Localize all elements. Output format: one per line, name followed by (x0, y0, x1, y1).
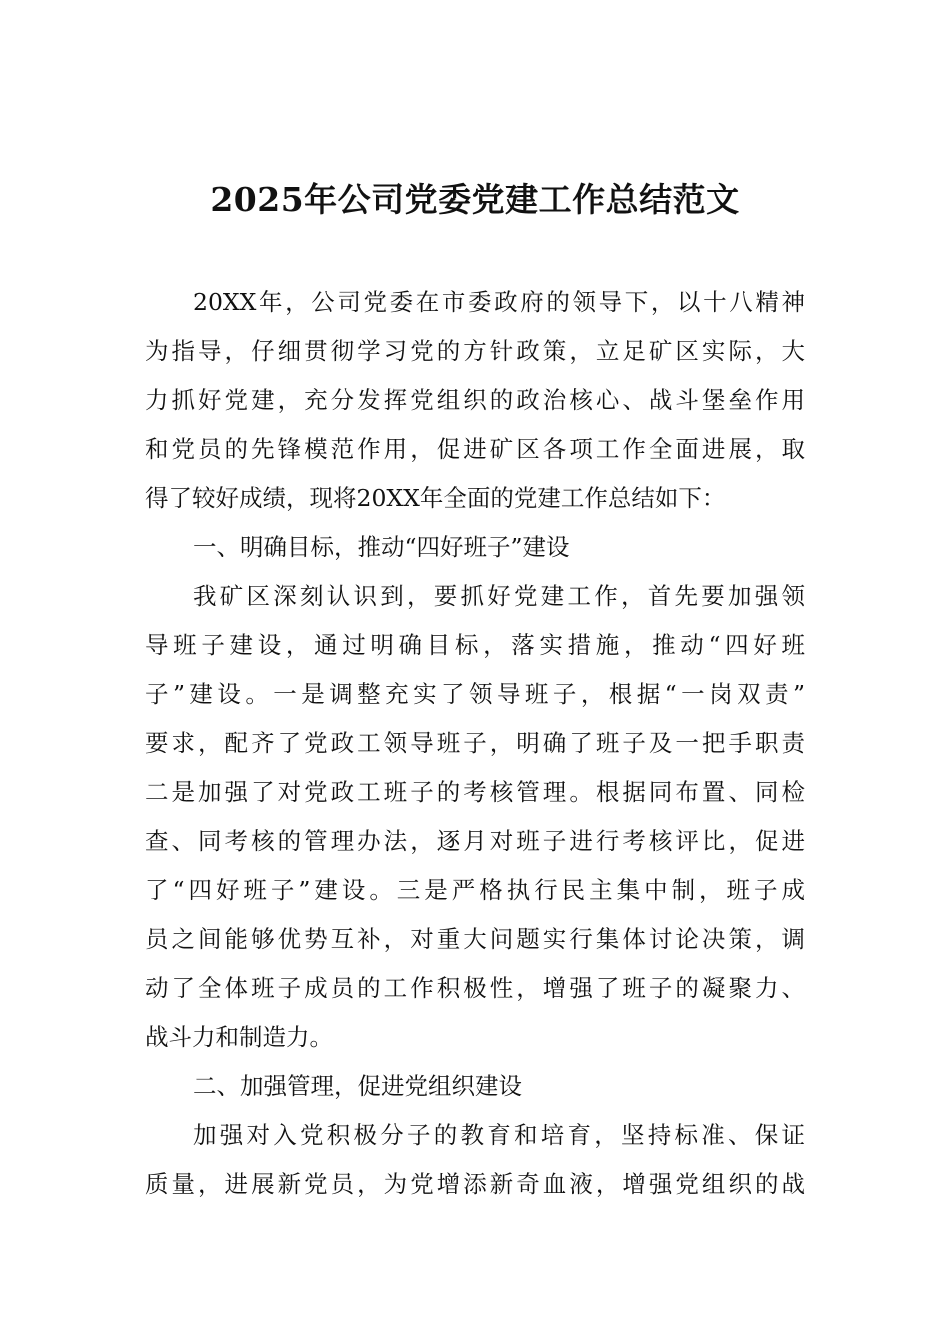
paragraph-line: 了“四好班子”建设。三是严格执行民主集中制，班子成 (145, 876, 805, 904)
paragraph-line: 为指导，仔细贯彻学习党的方针政策，立足矿区实际，大 (145, 337, 805, 365)
paragraph-line: 和党员的先锋模范作用，促进矿区各项工作全面进展，取 (145, 435, 805, 463)
paragraph-line: 要求，配齐了党政工领导班子，明确了班子及一把手职责 (145, 729, 805, 757)
paragraph-line: 力抓好党建，充分发挥党组织的政治核心、战斗堡垒作用 (145, 386, 805, 414)
document-title: 2025年公司党委党建工作总结范文 (210, 180, 740, 219)
section-heading: 一、明确目标，推动“四好班子”建设 (193, 533, 570, 561)
paragraph-line: 动了全体班子成员的工作积极性，增强了班子的凝聚力、 (145, 974, 805, 1002)
paragraph-line: 战斗力和制造力。 (145, 1023, 333, 1051)
paragraph-line: 20XX年，公司党委在市委政府的领导下，以十八精神 (193, 288, 805, 316)
paragraph-line: 子”建设。一是调整充实了领导班子，根据“一岗双责” (145, 680, 805, 708)
document-body (145, 278, 805, 1209)
paragraph-line: 员之间能够优势互补，对重大问题实行集体讨论决策，调 (145, 925, 805, 953)
paragraph-line: 加强对入党积极分子的教育和培育，坚持标准、保证 (193, 1121, 805, 1149)
paragraph-line: 得了较好成绩，现将20XX年全面的党建工作总结如下： (145, 484, 726, 512)
paragraph-line: 质量，进展新党员，为党增添新奇血液，增强党组织的战 (145, 1170, 805, 1198)
section-heading: 二、加强管理，促进党组织建设 (193, 1072, 522, 1100)
paragraph-line: 二是加强了对党政工班子的考核管理。根据同布置、同检 (145, 778, 805, 806)
paragraph-line: 导班子建设，通过明确目标，落实措施，推动“四好班 (145, 631, 805, 659)
paragraph-line: 查、同考核的管理办法，逐月对班子进行考核评比，促进 (145, 827, 805, 855)
paragraph-line: 我矿区深刻认识到，要抓好党建工作，首先要加强领 (193, 582, 805, 610)
